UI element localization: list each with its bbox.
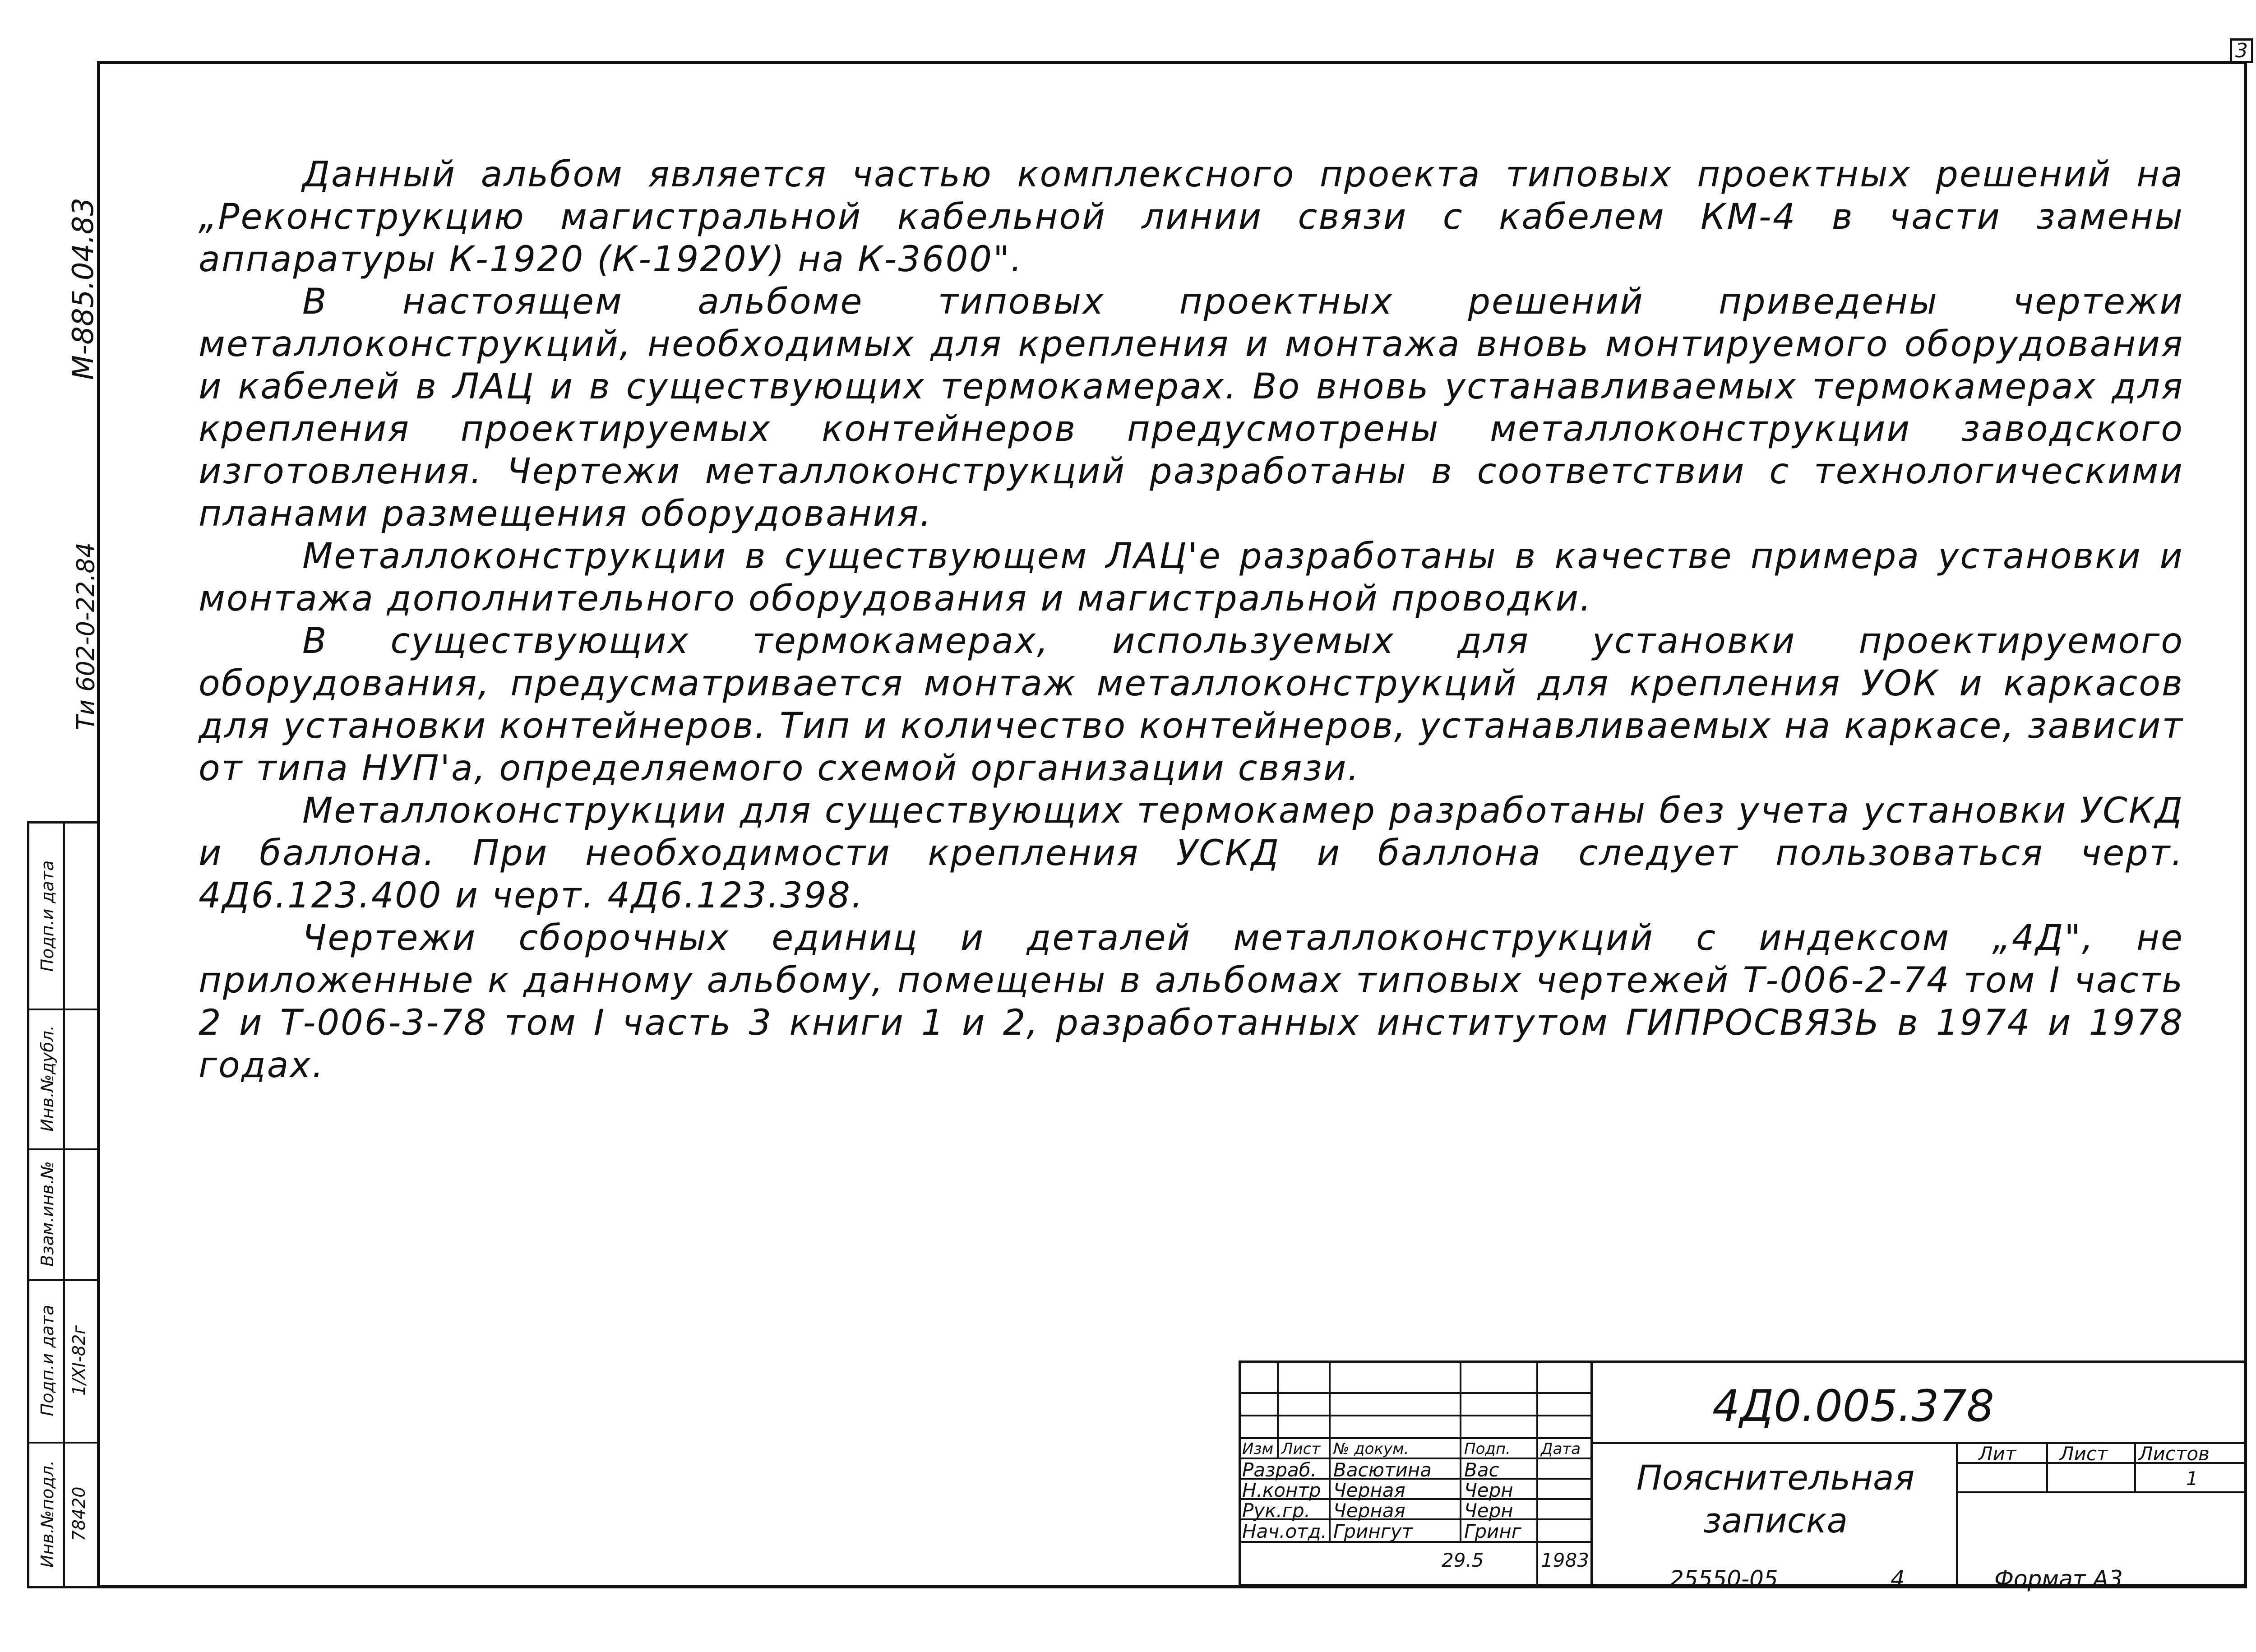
- tb-signature: Вас: [1464, 1459, 1499, 1481]
- paragraph: В настоящем альбоме типовых проектных решений приведены чертежи металлоконструкций, необходимых для крепления и монтажа вновь монтируемого оборудования и кабелей в ЛАЦ и в существующих термокамерах. Во вновь устанавливаемых термокамерах для крепления проектируемых контейнеров предусмотрены металлоконструкции заводского изготовления. Чертежи металлоконструкций разработаны в соответствии с технологическими планами размещения оборудования.: [199, 282, 2184, 534]
- tb-header: Подп.: [1464, 1440, 1511, 1458]
- paragraph: Металлоконструкции для существующих термокамер разработаны без учета установки УСКД и баллона. При необходимости крепления УСКД и баллона следует пользоваться черт. 4Д6.123.400 и черт. 4Д6.123.398.: [199, 791, 2184, 916]
- sheets-total: 1: [2186, 1467, 2198, 1490]
- tb-line: [1460, 1360, 1461, 1541]
- stamp-value: 1/XI-82г: [69, 1325, 89, 1396]
- tb-header: Изм: [1242, 1440, 1274, 1458]
- paper-format: Формат А3: [1994, 1566, 2123, 1592]
- title-block: [1239, 1360, 2247, 1588]
- tb-line: [1329, 1360, 1331, 1541]
- stamp-label: Инв.№подл.: [37, 1460, 57, 1568]
- stamp-divider: [63, 824, 65, 1586]
- tb-role: Разраб.: [1242, 1459, 1317, 1481]
- explanatory-note-text: [199, 153, 2184, 1087]
- tb-line: [1239, 1360, 2247, 1363]
- tb-name: Черная: [1333, 1499, 1405, 1522]
- stamp-row-line: [29, 1009, 97, 1010]
- tb-line: [1536, 1360, 1538, 1584]
- stamp-label: Подп.и дата: [37, 1305, 57, 1416]
- copy-number: 4: [1891, 1566, 1905, 1592]
- stamp-row-line: [29, 1148, 97, 1150]
- paragraph: Чертежи сборочных единиц и деталей металлоконструкций с индексом „4Д", не приложенные к данному альбому, помещены в альбомах типовых чертежей Т-006-2-74 том I часть 2 и Т-006-3-78 том I часть 3 книги 1 и 2, разработанных институтом ГИПРОСВЯЗЬ в 1974 и 1978 годах.: [199, 918, 2184, 1086]
- stamp-row-line: [29, 1442, 97, 1444]
- tb-name: Черная: [1333, 1479, 1405, 1501]
- tb-line: [1277, 1360, 1279, 1458]
- document-title: Пояснительная: [1636, 1458, 1915, 1498]
- tb-header: № докум.: [1333, 1440, 1409, 1458]
- tb-role: Н.контр: [1242, 1479, 1321, 1501]
- tb-year: 1983: [1541, 1549, 1589, 1571]
- tb-header: Лист: [1281, 1440, 1321, 1458]
- sheet-number: 3: [2230, 38, 2253, 63]
- tb-signature: Черн: [1464, 1499, 1513, 1522]
- tb-line: [1590, 1360, 1593, 1588]
- tb-name: Грингут: [1333, 1520, 1413, 1542]
- tb-line: [1956, 1491, 2247, 1493]
- approval-stamp: [27, 821, 99, 1588]
- stamp-label: Подп.и дата: [37, 860, 57, 972]
- album-code: М-885.04.83: [67, 197, 100, 380]
- tb-date: 29.5: [1442, 1549, 1484, 1571]
- tb-line: [2046, 1442, 2048, 1491]
- paragraph: В существующих термокамерах, используемых для установки проектируемого оборудования, предусматривается монтаж металлоконструкций для крепления УОК и каркасов для установки контейнеров. Тип и количество контейнеров, устанавливаемых на каркасе, зависит от типа НУП'а, определяемого схемой организации связи.: [199, 621, 2184, 789]
- tb-signature: Гринг: [1464, 1520, 1521, 1542]
- paragraph: Металлоконструкции в существующем ЛАЦ'е разработаны в качестве примера установки и монтажа дополнительного оборудования и магистральной проводки.: [199, 536, 2184, 619]
- sheets-label: Листов: [2139, 1443, 2210, 1465]
- tb-signature: Черн: [1464, 1479, 1513, 1501]
- tb-name: Васютина: [1333, 1459, 1432, 1481]
- tb-header: Дата: [1541, 1440, 1581, 1458]
- reference-code: Ти 602-0-22.84: [71, 542, 100, 731]
- stamp-label: Инв.№дубл.: [37, 1025, 57, 1132]
- stamp-value: 78420: [69, 1486, 89, 1541]
- stamp-label: Взам.инв.№: [37, 1161, 57, 1267]
- sheet-label: Лист: [2060, 1443, 2108, 1465]
- tb-role: Нач.отд.: [1242, 1520, 1327, 1542]
- lit-label: Лит: [1979, 1443, 2016, 1465]
- paragraph: Данный альбом является частью комплексного проекта типовых проектных решений на „Реконструкцию магистральной кабельной линии связи с кабелем КМ-4 в части замены аппаратуры К-1920 (К-1920У) на К-3600".: [199, 154, 2184, 280]
- archive-number: 25550-05: [1669, 1566, 1778, 1592]
- document-title: записка: [1703, 1500, 1848, 1541]
- tb-line: [1239, 1360, 1241, 1588]
- stamp-row-line: [29, 1279, 97, 1281]
- tb-role: Рук.гр.: [1242, 1499, 1310, 1522]
- document-code: 4Д0.005.378: [1712, 1381, 1994, 1431]
- tb-line: [2134, 1442, 2136, 1491]
